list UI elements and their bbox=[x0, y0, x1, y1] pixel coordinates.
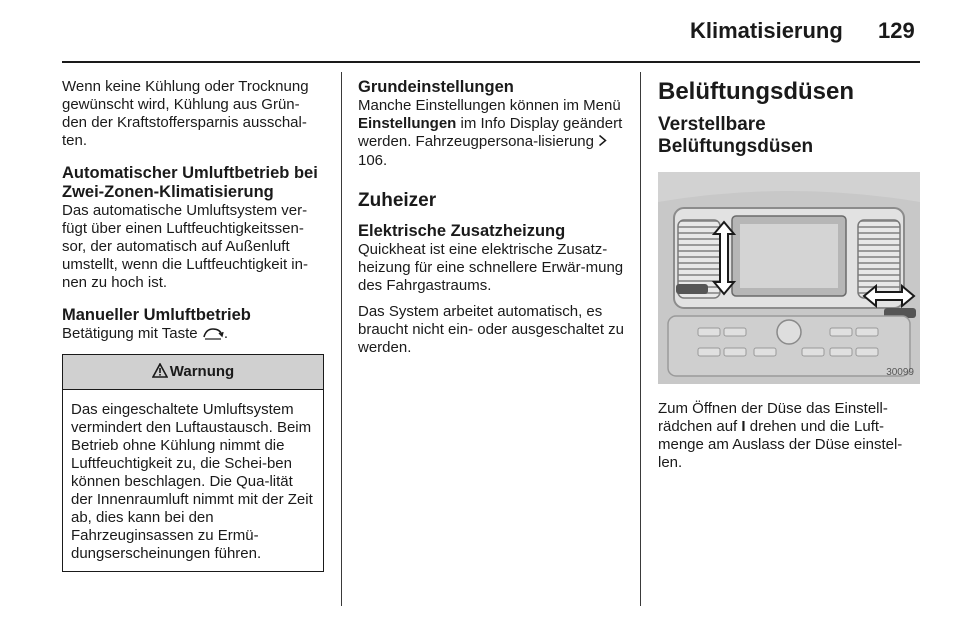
manual-recirculation-end: . bbox=[223, 325, 228, 342]
column-3 bbox=[658, 78, 922, 480]
recirculation-icon bbox=[202, 327, 224, 346]
menu-settings-label: Einstellungen bbox=[358, 115, 457, 132]
heading-electric-heater: Elektrische Zusatzheizung bbox=[358, 222, 566, 240]
heading-adjustable-air-vents: Verstellbare Belüftungsdüsen bbox=[658, 114, 814, 157]
basic-settings-text bbox=[358, 97, 624, 170]
basic-settings-text-a: Manche Einstellungen können im Menü bbox=[358, 97, 621, 114]
heading-auxiliary-heater: Zuheizer bbox=[358, 190, 437, 211]
heading-air-vents: Belüftungsdüsen bbox=[658, 78, 854, 105]
heading-manual-recirculation: Manueller Umluftbetrieb bbox=[62, 306, 251, 324]
header-rule bbox=[62, 61, 920, 63]
column-2 bbox=[358, 78, 624, 365]
automatic-recirculation-text: Das automatische Umluftsystem ver-fügt über einen Luftfeuchtigkeitssen-sor, der automatisch auf Außenluft umstellt, wenn die Luftfeuchtigkeit in-nen zu hoch ist. bbox=[62, 202, 308, 291]
warning-triangle-icon bbox=[152, 363, 168, 382]
warning-box bbox=[62, 354, 324, 572]
warning-header bbox=[63, 355, 323, 390]
air-vent-instructions-a: Zum Öffnen der Düse das Einstell-rädchen auf bbox=[658, 400, 888, 435]
air-vent-instructions bbox=[658, 400, 922, 472]
column-divider-right bbox=[640, 72, 641, 606]
basic-settings-text-b: im Info Display geändert werden. Fahrzeugpersona-lisierung bbox=[358, 115, 623, 150]
automatic-system-text: Das System arbeitet automatisch, es braucht nicht ein- oder ausgeschaltet zu werden. bbox=[358, 303, 624, 356]
air-vent-instructions-b: drehen und die Luft-menge am Auslass der Düse einstel-len. bbox=[658, 418, 903, 471]
manual-recirculation-label: Betätigung mit Taste bbox=[62, 325, 198, 342]
warning-title: Warnung bbox=[169, 363, 235, 380]
page-reference-link[interactable]: 106 bbox=[358, 152, 384, 169]
open-position-symbol: I bbox=[741, 418, 746, 435]
photo-number: 30099 bbox=[886, 367, 914, 378]
dashboard-vents-photo bbox=[658, 172, 920, 384]
heading-basic-settings: Grundeinstellungen bbox=[358, 78, 514, 96]
intro-paragraph: Wenn keine Kühlung oder Trocknung gewünscht wird, Kühlung aus Grün-den der Kraftstoffersparnis ausschal-ten. bbox=[62, 78, 309, 149]
header-title: Klimatisierung bbox=[690, 18, 843, 43]
warning-text: Das eingeschaltete Umluftsystem vermindert den Luftaustausch. Beim Betrieb ohne Kühlung nimmt die Luftfeuchtigkeit zu, die Schei-ben können beschlagen. Die Qua-lität der Innenraumluft nimmt mit der Zeit ab, dies kann bei den Fahrzeuginsassen zu Ermü-dungserscheinungen führen. bbox=[71, 401, 313, 562]
column-divider-left bbox=[341, 72, 342, 606]
column-1 bbox=[62, 78, 324, 572]
electric-heater-text: Quickheat ist eine elektrische Zusatz-heizung für eine schnellere Erwär-mung des Fahrgastraums. bbox=[358, 241, 624, 294]
page-reference-arrow-icon bbox=[598, 134, 607, 152]
heading-automatic-recirculation: Automatischer Umluftbetrieb bei Zwei-Zonen-Klimatisierung bbox=[62, 164, 318, 201]
page-number: 129 bbox=[878, 18, 915, 43]
manual-recirculation-text bbox=[62, 325, 324, 346]
basic-settings-end: . bbox=[383, 152, 388, 169]
